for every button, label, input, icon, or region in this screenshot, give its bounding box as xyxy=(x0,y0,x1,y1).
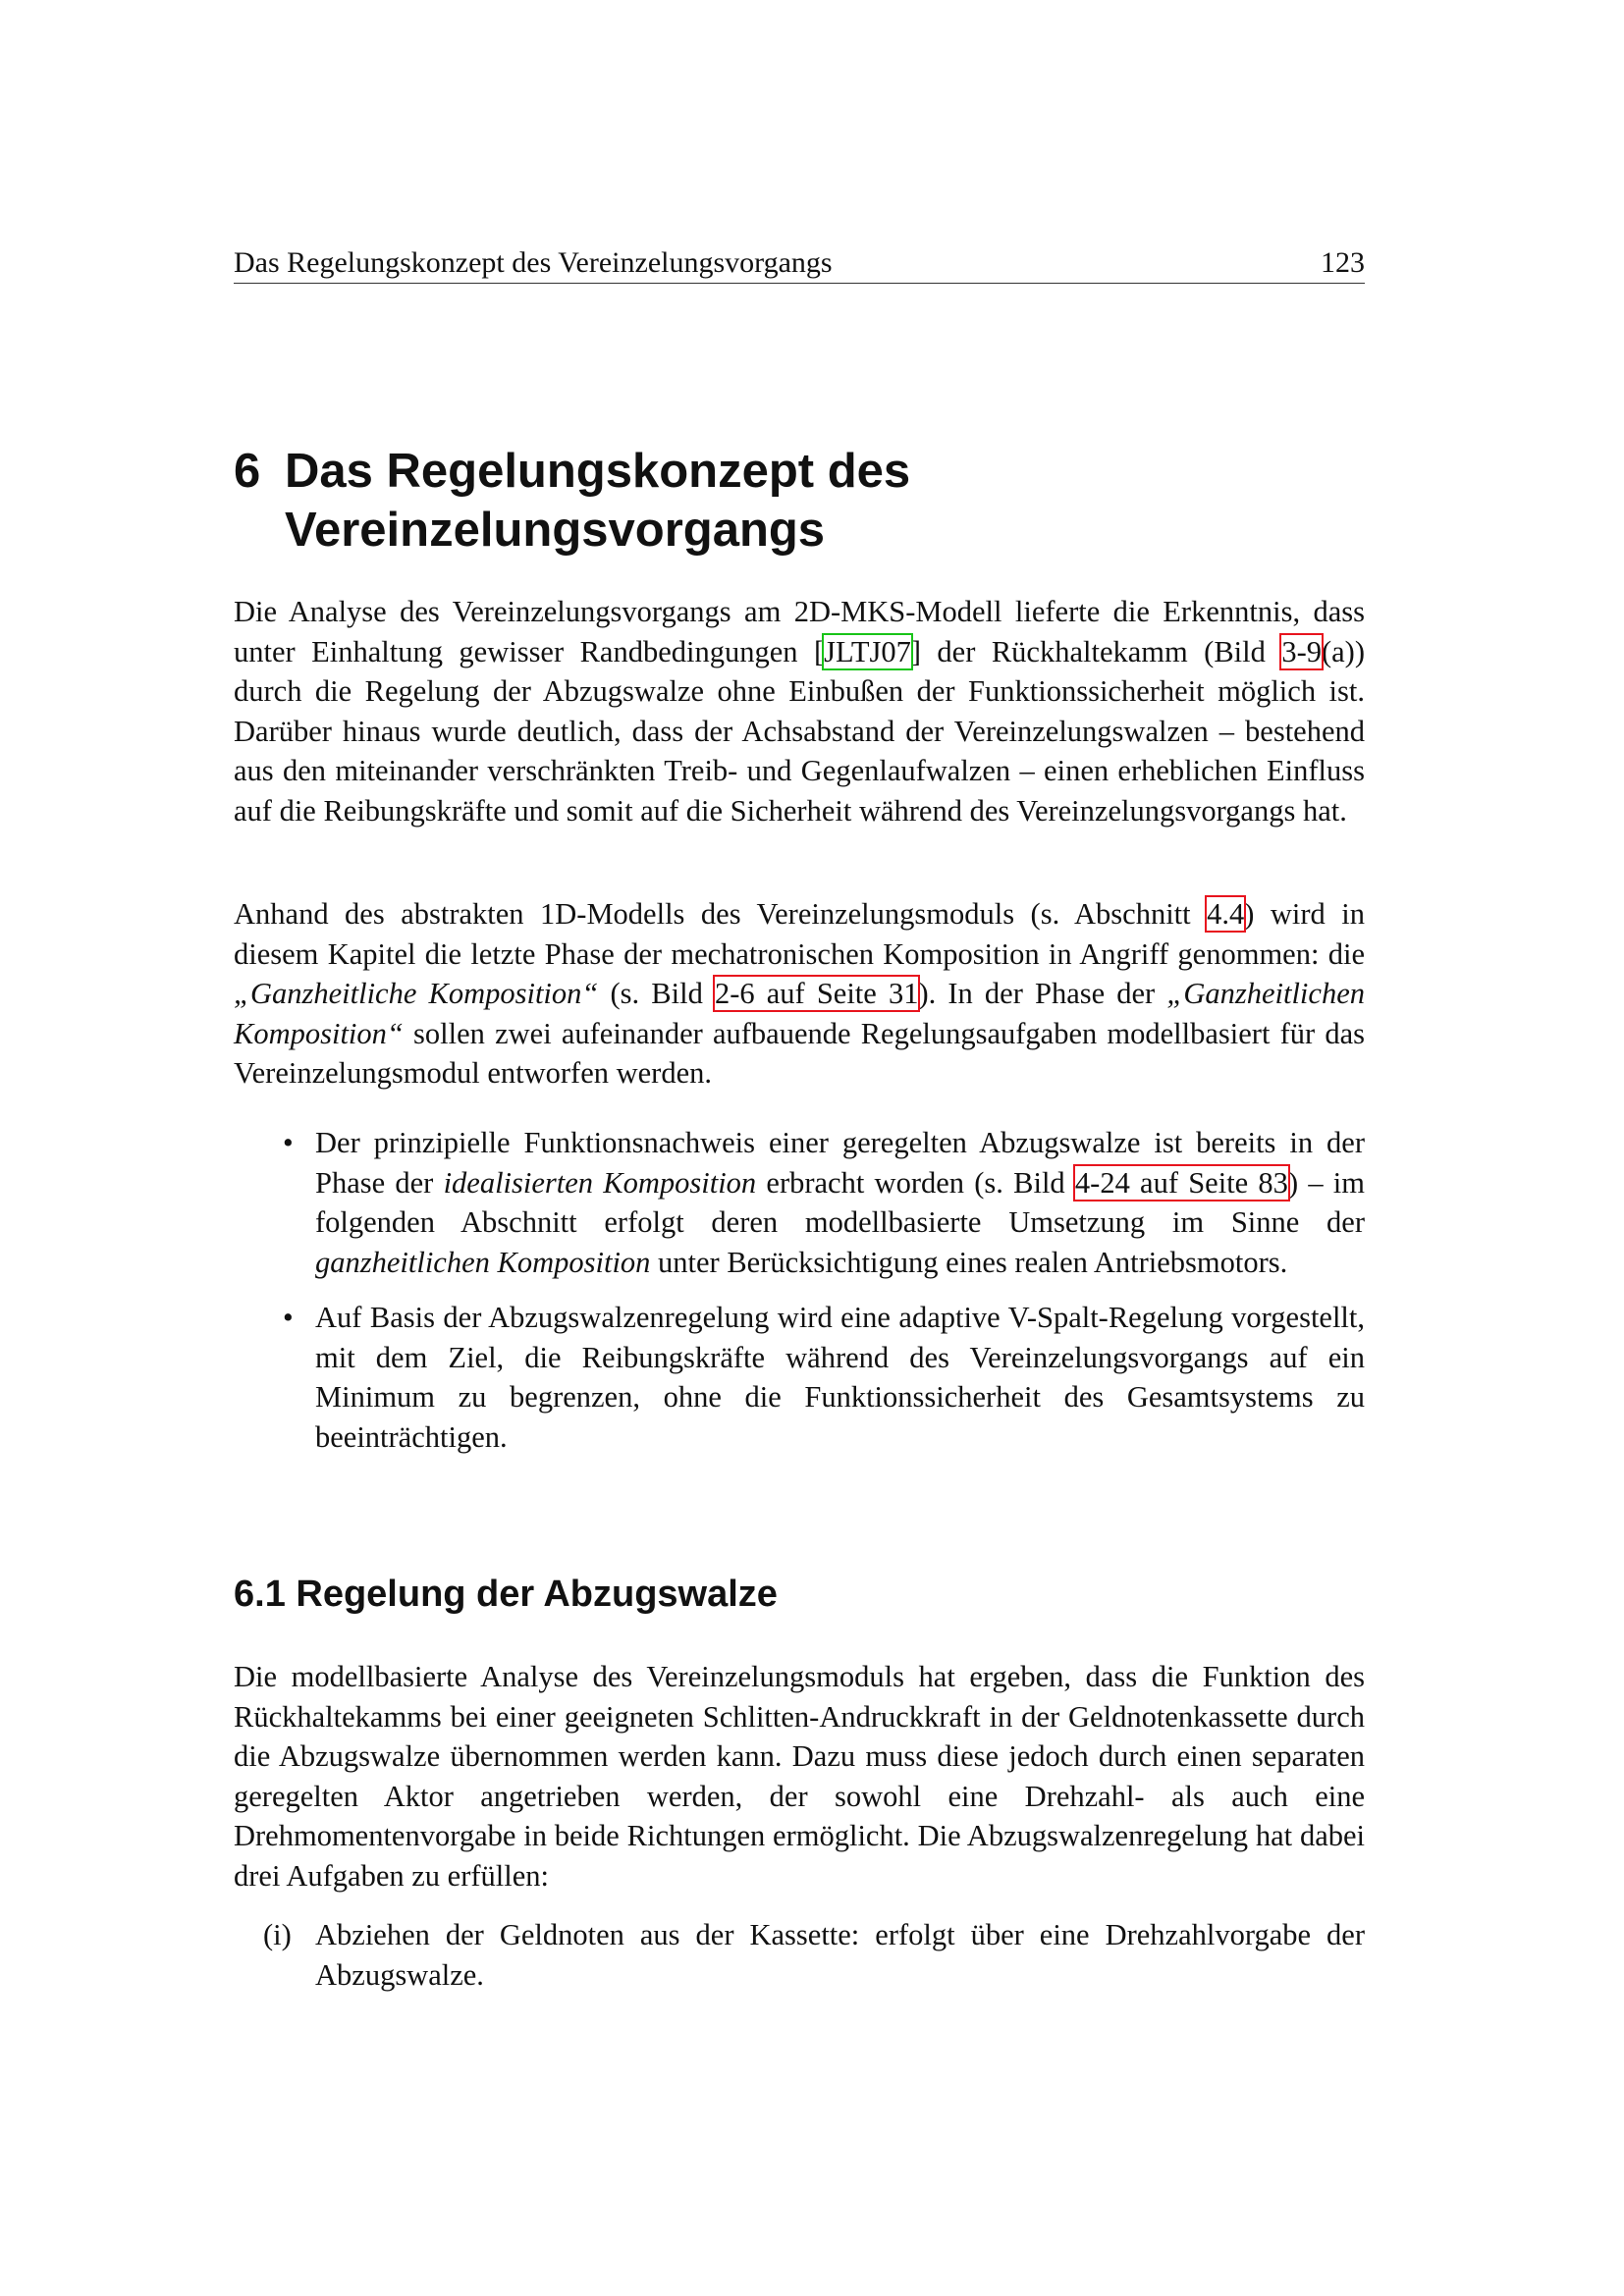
running-header xyxy=(234,243,1365,284)
page-number: 123 xyxy=(1321,246,1365,279)
bullet-item xyxy=(234,1298,1365,1457)
italic-term: ganzheitlichen Komposition xyxy=(315,1245,651,1279)
running-title: Das Regelungskonzept des Vereinzelungsvorgangs xyxy=(234,246,833,279)
bullet-list xyxy=(234,1123,1365,1472)
text-run: ) – im folgenden Abschnitt erfolgt deren modellbasierte Umsetzung im Sinne der xyxy=(315,1165,1366,1239)
chapter-number: 6 xyxy=(234,445,261,498)
chapter-title-line1: Das Regelungskonzept des xyxy=(285,445,911,498)
text-run: (a)) durch die Regelung der Abzugswalze ohne Einbußen der Funktionssicherheit möglich ist. Darüber hinaus wurde deutlich, dass der Achsabstand der Vereinzelungswalzen – bestehend aus den miteinander verschränkten Treib- und Gegenlaufwalzen – einen erheblichen Einfluss auf die Reibungskräfte und somit auf die Sicherheit während des Vereinzelungsvorgangs hat. xyxy=(234,634,1365,828)
section-ref-link[interactable]: 4.4 xyxy=(1207,897,1245,931)
document-page xyxy=(234,0,1365,2296)
second-paragraph xyxy=(234,894,1365,1094)
italic-term: „Ganzheitlichen Komposition“ xyxy=(234,977,1365,1050)
section-heading: 6.1 Regelung der Abzugswalze xyxy=(234,1574,778,1615)
figure-ref-link[interactable]: 2-6 auf Seite 31 xyxy=(714,977,919,1010)
text-run: Der prinzipielle Funktionsnachweis einer geregelten Abzugswalze ist bereits in der Phase der xyxy=(315,1126,1365,1200)
bullet-marker: • xyxy=(283,1126,294,1159)
chapter-heading xyxy=(234,442,1365,560)
text-run: erbracht worden (s. Bild xyxy=(756,1165,1075,1200)
bullet-marker: • xyxy=(283,1301,294,1334)
text-run: Abziehen der Geldnoten aus der Kassette: erfolgt über eine Drehzahlvorgabe der Abzugswalze. xyxy=(315,1918,1365,1992)
enum-label: (i) xyxy=(263,1918,292,1951)
enumerated-list xyxy=(234,1915,1365,1995)
citation-link[interactable]: JLTJ07 xyxy=(824,634,911,668)
section-paragraph: Die modellbasierte Analyse des Vereinzelungsmoduls hat ergeben, dass die Funktion des Rückhaltekamms bei einer geeigneten Schlitten-Andruckkraft in der Geldnotenkassette durch die Abzugswalze übernommen werden kann. Dazu muss diese jedoch durch einen separaten geregelten Aktor angetrieben werden, der sowohl eine Drehzahl- als auch eine Drehmomentenvorgabe in beide Richtungen ermöglicht. Die Abzugswalzenregelung hat dabei drei Aufgaben zu erfüllen: xyxy=(234,1660,1365,1893)
text-run: Anhand des abstrakten 1D-Modells des Vereinzelungsmoduls (s. Abschnitt xyxy=(234,897,1208,931)
italic-term: „Ganzheitliche Komposition“ xyxy=(234,977,599,1010)
intro-paragraph xyxy=(234,592,1365,830)
text-run: unter Berücksichtigung eines realen Antriebsmotors. xyxy=(650,1245,1288,1279)
text-run: ] der Rückhaltekamm (Bild xyxy=(910,634,1282,668)
figure-ref-link[interactable]: 3-9 xyxy=(1281,634,1322,668)
bullet-item xyxy=(234,1123,1365,1282)
text-run: Die Analyse des Vereinzelungsvorgangs am 2D-MKS-Modell lieferte die Erkenntnis, dass unter Einhaltung gewisser Randbedingungen [ xyxy=(234,595,1365,668)
text-run: ) wird in diesem Kapitel die letzte Phase der mechatronischen Komposition in Angriff genommen: die xyxy=(234,897,1365,971)
enumerated-item xyxy=(234,1915,1365,1995)
text-run: Auf Basis der Abzugswalzenregelung wird eine adaptive V-Spalt-Regelung vorgestellt, mit dem Ziel, die Reibungskräfte während des Vereinzelungsvorgangs auf ein Minimum zu begrenzen, ohne die Funktionssicherheit des Gesamtsystems zu beeinträchtigen. xyxy=(315,1301,1365,1454)
text-run: (s. Bild xyxy=(598,977,715,1010)
text-run: sollen zwei aufeinander aufbauende Regelungsaufgaben modellbasiert für das Vereinzelungsmodul entworfen werden. xyxy=(234,1016,1365,1090)
text-run: ). In der Phase der xyxy=(918,977,1167,1010)
chapter-title-line2: Vereinzelungsvorgangs xyxy=(285,504,826,557)
italic-term: idealisierten Komposition xyxy=(443,1165,757,1200)
figure-ref-link[interactable]: 4-24 auf Seite 83 xyxy=(1074,1165,1288,1200)
